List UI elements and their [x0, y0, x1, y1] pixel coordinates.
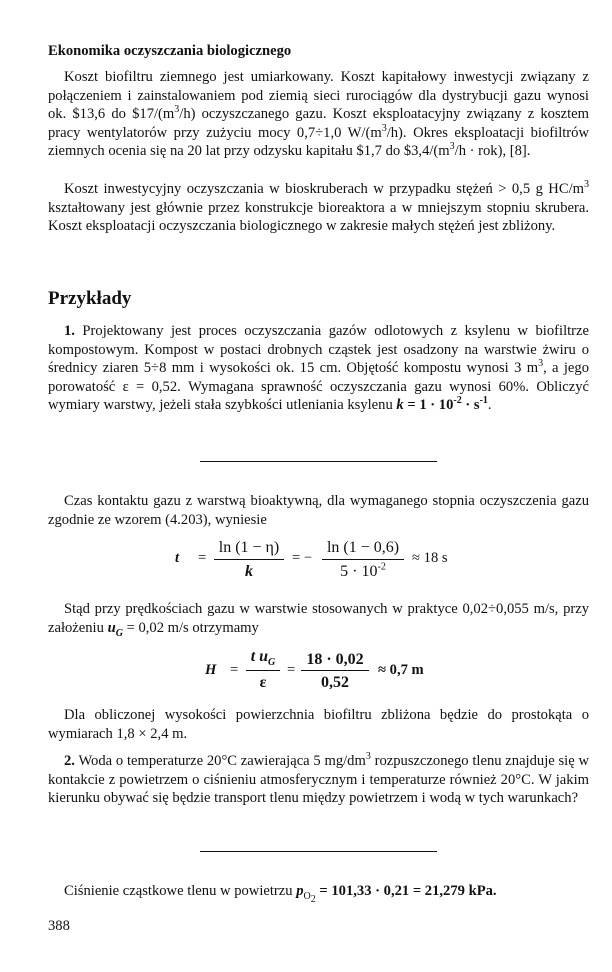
book-page: Ekonomika oczyszczania biologicznego Koszt biofiltru ziemnego jest umiarkowany. Koszt kapitałowy inwestycji związany z połączeniem i zainstalowaniem pod ziemią sieci rurociągów dla dystrybucji gazu wynosi ok. $13,6 do $\$17/(m^3/h)$ oczyszczanego gazu. Koszt eksploatacyjny związany z kosztem pracy wentylatorów przy zużyciu mocy 0,7÷1,0 $W/(m^3/h)$. Okres eksploatacji biofiltrów ziemnych ocenia się na 20 lat przy odzysku kapitału $1,7 do $\$3,4/(m^3/h \cdot rok)$, [8]. Koszt inwestycyjny oczyszczania w bioskruberach w przypadku stężeń > 0,5 g $HC/m^3$ kształtowany jest głównie przez konstrukcje bioreaktora a w mniejszym stopniu skrubera. Koszt eksploatacji oczyszczania biologicznego w zakresie małych stężeń jest zbliżony. Przykłady 1. Projektowany jest proces oczyszczania gazów odlotowych z ksylenu w biofiltrze kompostowym. Kompost w postaci drobnych cząstek jest osadzony na warstwie żwiru o średnicy ziaren 5÷8 mm i wysokości ok. 15 cm. Objętość kompostu wynosi 3 $m^3$, a jego porowatość ε = 0,52. Wymagana sprawność oczyszczania gazu wynosi 60%. Obliczyć wymiary warstwy, jeżeli stała szybkości utleniania ksylenu $k = 1 \cdot 10^{-2} \cdot s^{-1}$. Czas kontaktu gazu z warstwą bioaktywną, dla wymaganego stopnia oczyszczenia gazu zgodnie ze wzorem (4.203), wyniesie t = ln (1 − η) k = − ln (1 − 0,6) $5 \cdot 10^{-2}$ ≈ 18 s Stąd przy prędkościach gazu w warstwie stosowanych w praktyce 0,02÷0,055 m/s, przy założeniu $u_G = 0,02$ m/s otrzymamy H = t $u_G$ ε = 18 · 0,02 0,52 ≈ 0,7 m Dla obliczonej wysokości powierzchnia biofiltru zbliżona będzie do prostokąta o wymiarach 1,8 × 2,4 m. 2. Woda o temperaturze 20°C zawierająca 5 $mg/dm^3$ rozpuszczonego tlenu znajduje się w kontakcie z powietrzem o ciśnieniu atmosferycznym i temperaturze również 20°C. W jakim kierunku obywać się będzie transport tlenu między powietrzem i wodą w tych warunkach? Ciśnienie cząstkowe tlenu w powietrzu $p_{O_2} = 101,33 \cdot 0,21 = 21,279$ kPa. 388 [48, 43, 590, 934]
fraction-1-numerator: ln (1 − η) [218, 539, 280, 556]
fraction-2-numerator: ln (1 − 0,6) [326, 539, 400, 556]
fraction-3-bar [246, 670, 280, 671]
solution-area: Dla obliczonej wysokości powierzchnia biofiltru zbliżona będzie do prostokąta o wymiarach 1,8 × 2,4 m. [48, 707, 589, 742]
section-title: Ekonomika oczyszczania biologicznego [48, 43, 292, 59]
section-divider [200, 461, 437, 462]
fraction-2-denominator: $5 \cdot 10^{-2}$ [340, 561, 386, 580]
fraction-4-bar [301, 670, 369, 671]
solution-partial-pressure: Ciśnienie cząstkowe tlenu w powietrzu $p_{O_2} = 101,33 \cdot 0,21 = 21,279$ kPa. [64, 883, 497, 905]
paragraph-capital-costs: Koszt biofiltru ziemnego jest umiarkowany. Koszt kapitałowy inwestycji związany z połączeniem i zainstalowaniem pod ziemią sieci rurociągów dla dystrybucji gazu wynosi ok. $13,6 do $\$17/(m^3/h)$ oczyszczanego gazu. Koszt eksploatacyjny związany z kosztem pracy wentylatorów przy zużyciu mocy 0,7÷1,0 $W/(m^3/h)$. Okres eksploatacji biofiltrów ziemnych ocenia się na 20 lat przy odzysku kapitału $1,7 do $\$3,4/(m^3/h \cdot rok)$, [8]. [48, 69, 589, 160]
solution-velocity: Stąd przy prędkościach gazu w warstwie stosowanych w praktyce 0,02÷0,055 m/s, przy założeniu $u_G = 0,02$ m/s otrzymamy [48, 601, 589, 639]
page-number: 388 [48, 918, 70, 934]
fraction-4-numerator: 18 · 0,02 [306, 651, 364, 668]
example-2-text: 2. Woda o temperaturze 20°C zawierająca 5 $mg/dm^3$ rozpuszczonego tlenu znajduje się w kontakcie z powietrzem o ciśnieniu atmosferycznym i temperaturze również 20°C. W jakim kierunku obywać się będzie transport tlenu między powietrzem i wodą w tych warunkach? [48, 751, 590, 807]
fraction-2-bar [322, 559, 404, 560]
section-divider-2 [200, 851, 437, 852]
fraction-1-bar [214, 559, 284, 560]
fraction-3-numerator: t $u_G$ [250, 648, 276, 669]
examples-heading: Przykłady [48, 288, 132, 309]
fraction-4-denominator: 0,52 [321, 674, 349, 691]
fraction-3-denominator: ε [259, 674, 267, 691]
paragraph-bioscrubber-costs: Koszt inwestycyjny oczyszczania w bioskruberach w przypadku stężeń > 0,5 g $HC/m^3$ kształtowany jest głównie przez konstrukcje bioreaktora a w mniejszym stopniu skrubera. Koszt eksploatacji oczyszczania biologicznego w zakresie małych stężeń jest zbliżony. [48, 179, 589, 235]
solution-contact-time: Czas kontaktu gazu z warstwą bioaktywną, dla wymaganego stopnia oczyszczenia gazu zgodnie ze wzorem (4.203), wyniesie [48, 493, 589, 528]
fraction-1-denominator: k [245, 563, 253, 580]
example-1-text: 1. Projektowany jest proces oczyszczania gazów odlotowych z ksylenu w biofiltrze kompostowym. Kompost w postaci drobnych cząstek jest osadzony na warstwie żwiru o średnicy ziaren 5÷8 mm i wysokości ok. 15 cm. Objętość kompostu wynosi 3 $m^3$, a jego porowatość ε = 0,52. Wymagana sprawność oczyszczania gazu wynosi 60%. Obliczyć wymiary warstwy, jeżeli stała szybkości utleniania ksylenu $k = 1 \cdot 10^{-2} \cdot s^{-1}$. [48, 323, 589, 414]
